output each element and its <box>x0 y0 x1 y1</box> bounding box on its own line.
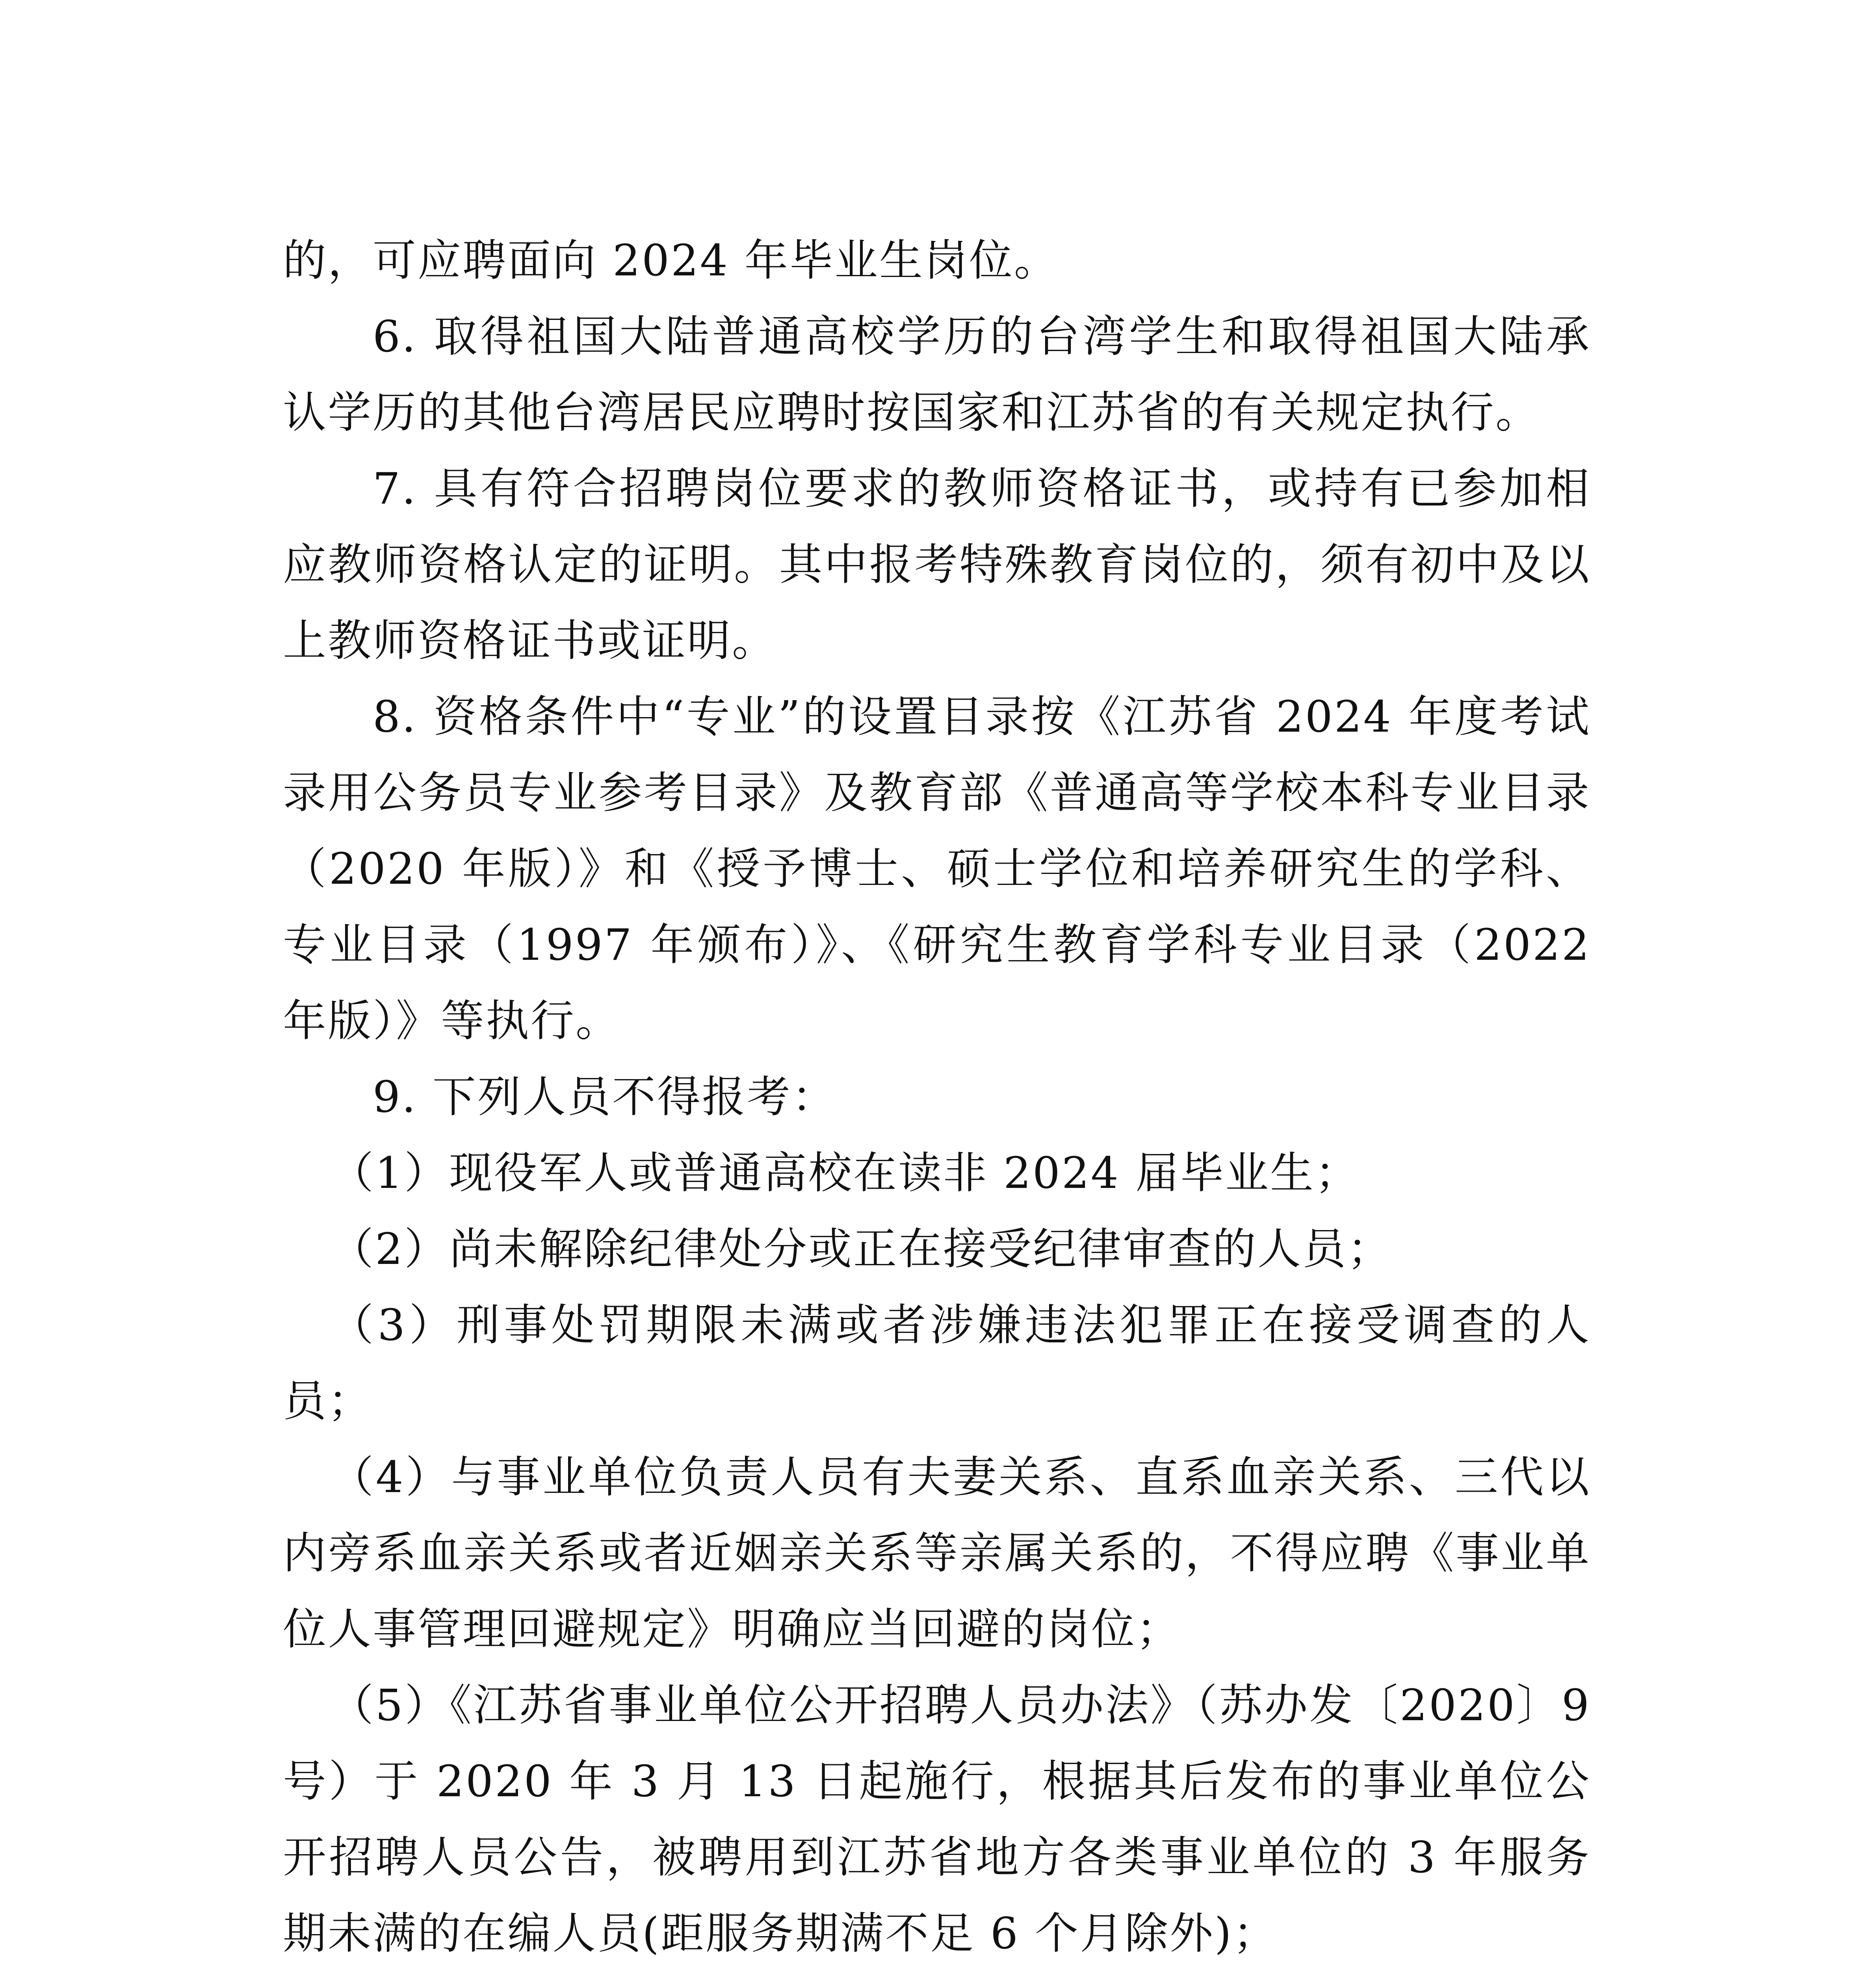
sub-item-5: （5）《江苏省事业单位公开招聘人员办法》（苏办发〔2020〕9 号）于 2020 年 3 月 13 日起施行，根据其后发布的事业单位公开招聘人员公告，被聘用到江苏省地方各类事业单位的 3 年服务期未满的在编人员(距服务期满不足 6 个月除外)； <box>283 1680 1591 1959</box>
paragraph-item-7: 7. 具有符合招聘岗位要求的教师资格证书，或持有已参加相应教师资格认定的证明。其中报考特殊教育岗位的，须有初中及以上教师资格证书或证明。 <box>283 463 1591 666</box>
document-body <box>283 223 1591 1970</box>
sub-item-1: （1）现役军人或普通高校在读非 2024 届毕业生； <box>330 1148 1360 1198</box>
sub-item-4: （4）与事业单位负责人员有夫妻关系、直系血亲关系、三代以内旁系血亲关系或者近姻亲关系等亲属关系的，不得应聘《事业单位人事管理回避规定》明确应当回避的岗位； <box>283 1452 1591 1654</box>
paragraph-item-9: 9. 下列人员不得报考： <box>373 1072 837 1122</box>
sub-item-3: （3）刑事处罚期限未满或者涉嫌违法犯罪正在接受调查的人员； <box>283 1300 1591 1426</box>
paragraph-continuation: 的，可应聘面向 2024 年毕业生岗位。 <box>283 235 1059 286</box>
paragraph-item-6: 6. 取得祖国大陆普通高校学历的台湾学生和取得祖国大陆承认学历的其他台湾居民应聘时按国家和江苏省的有关规定执行。 <box>283 311 1591 438</box>
paragraph-item-8: 8. 资格条件中“专业”的设置目录按《江苏省 2024 年度考试录用公务员专业参考目录》及教育部《普通高等学校本科专业目录（2020 年版）》和《授予博士、硕士学位和培养研究生的学科、专业目录（1997 年颁布）》、《研究生教育学科专业目录（2022 年版）》等执行。 <box>283 691 1591 1046</box>
sub-item-2: （2）尚未解除纪律处分或正在接受纪律审查的人员； <box>330 1224 1392 1274</box>
